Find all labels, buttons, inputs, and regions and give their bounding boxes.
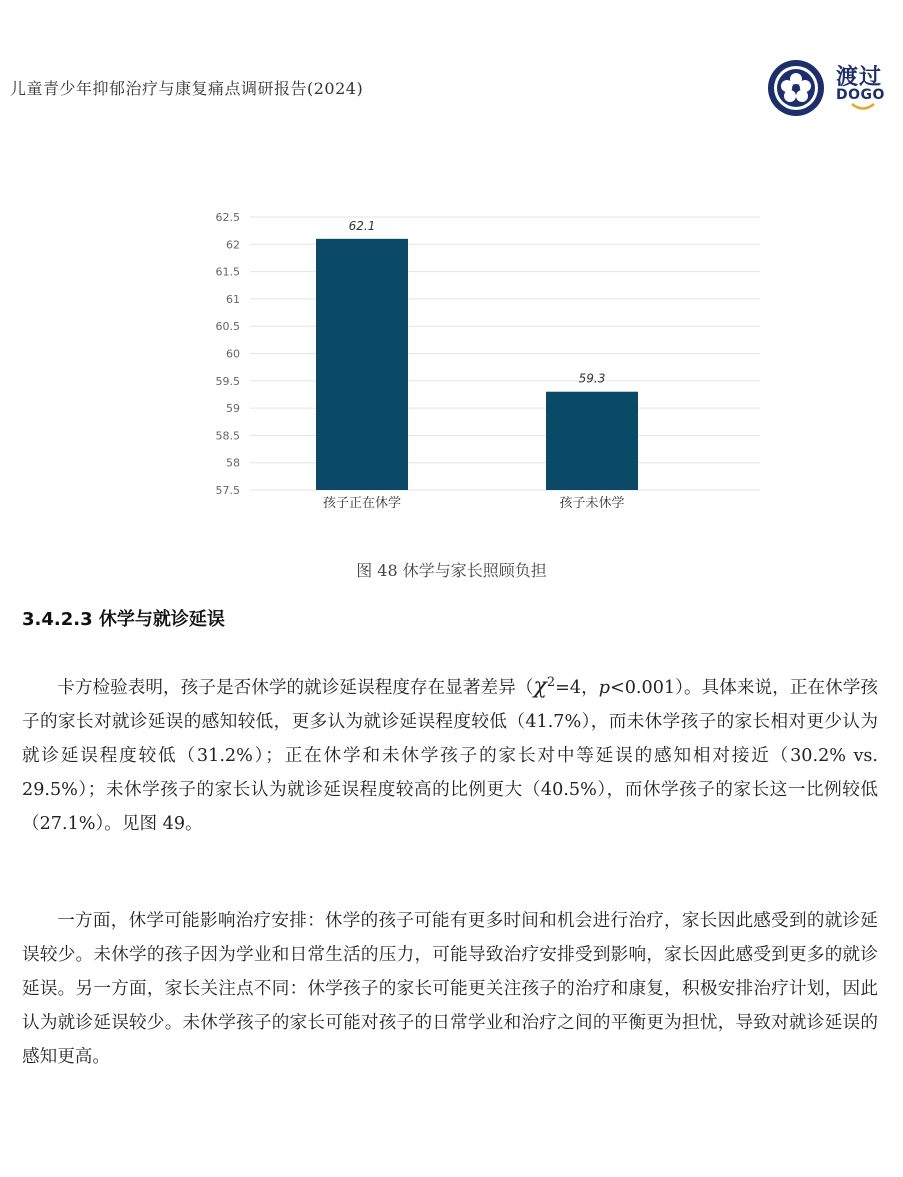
y-tick-label: 60 xyxy=(226,347,240,361)
y-tick-label: 60.5 xyxy=(215,320,240,334)
y-tick-label: 59.5 xyxy=(215,374,240,388)
bar-chart-svg xyxy=(0,180,903,530)
figure-caption: 图 48 休学与家长照顾负担 xyxy=(356,561,547,580)
x-category-label: 孩子未休学 xyxy=(559,496,625,511)
paragraph-chi-square xyxy=(22,666,878,841)
bar xyxy=(546,392,638,490)
section-heading: 3.4.2.3 休学与就诊延误 xyxy=(22,609,225,630)
bar-value-label: 59.3 xyxy=(578,371,606,386)
report-title: 儿童青少年抑郁治疗与康复痛点调研报告(2024) xyxy=(10,79,364,98)
paragraph1-text-b: =4， xyxy=(555,677,599,698)
logo-english-text: DOGO xyxy=(836,87,885,103)
y-tick-label: 58 xyxy=(226,456,240,470)
y-tick-label: 62.5 xyxy=(215,211,240,224)
paragraph1-text-a: 卡方检验表明，孩子是否休学的就诊延误程度存在显著差异（ xyxy=(57,677,534,698)
y-tick-label: 58.5 xyxy=(215,429,240,443)
bar-chart xyxy=(0,180,903,530)
paragraph1-text-c: <0.001）。具体来说，正在休学孩子的家长对就诊延误的感知较低，更多认为就诊延误程度较低（41.7%），而未休学孩子的家长相对更少认为就诊延误程度较低（31.2%）；正在休学和未休学孩子的家长对中等延误的感知相对接近（30.2% vs. 29.5%）；未休学孩子的家长认为就诊延误程度较高的比例更大（40.5%），而休学孩子的家长这一比例较低（27.1%）。见图 49。 xyxy=(22,677,878,834)
chi-symbol: χ xyxy=(533,673,547,699)
p-symbol: p xyxy=(598,677,610,698)
y-tick-label: 62 xyxy=(226,238,240,252)
dogo-logo xyxy=(766,58,886,120)
paragraph-explanation: 一方面，休学可能影响治疗安排：休学的孩子可能有更多时间和机会进行治疗，家长因此感受到的就诊延误较少。未休学的孩子因为学业和日常生活的压力，可能导致治疗安排受到影响，家长因此感受到更多的就诊延误。另一方面，家长关注点不同：休学孩子的家长可能更关注孩子的治疗和康复，积极安排治疗计划，因此认为就诊延误较少。未休学孩子的家长可能对孩子的日常学业和治疗之间的平衡更为担忧，导致对就诊延误的感知更高。 xyxy=(22,911,878,1067)
smile-icon xyxy=(850,103,876,111)
y-tick-label: 61.5 xyxy=(215,265,240,279)
bar xyxy=(316,239,408,490)
logo-chinese-text: 渡过 xyxy=(836,65,883,90)
dogo-emblem-icon xyxy=(766,58,826,118)
y-tick-label: 57.5 xyxy=(215,484,240,497)
chi-superscript: 2 xyxy=(546,675,556,690)
bar-value-label: 62.1 xyxy=(348,218,376,233)
x-category-label: 孩子正在休学 xyxy=(322,496,402,511)
y-tick-label: 61 xyxy=(226,292,240,306)
y-tick-label: 59 xyxy=(226,402,240,416)
